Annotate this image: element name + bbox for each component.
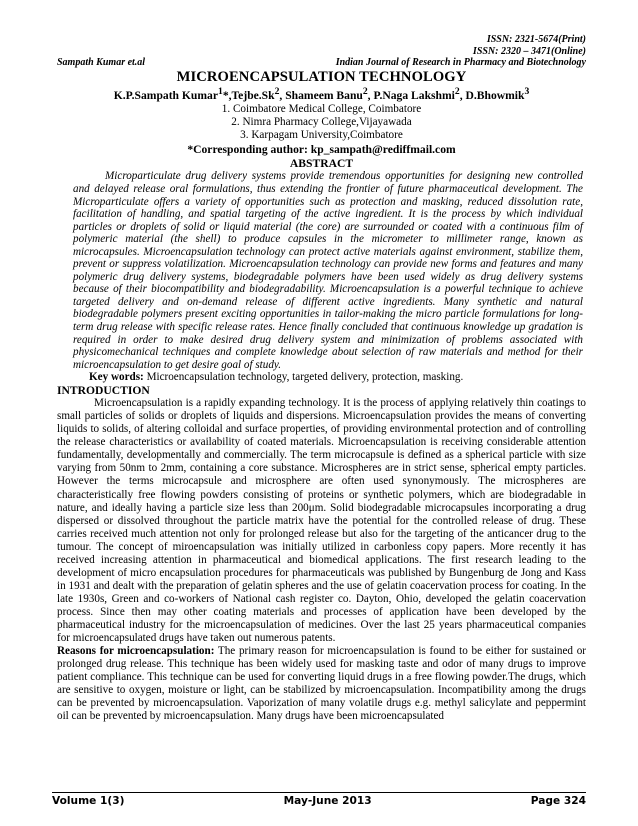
- corresponding-mark: *,: [222, 88, 232, 102]
- abstract-heading: ABSTRACT: [289, 156, 354, 170]
- keywords: [73, 371, 586, 384]
- footer-page: Page 324: [530, 795, 586, 807]
- abstract-text: Microparticulate drug delivery systems provide tremendous opportunities for designing new controlled and delayed release oral formulations, thus extending the frontier of future pharmaceutical development. The Microparticulate offers a variety of opportunities such as protection and masking, reduced dissolution rate, facilitation of handling, and spatial targeting of the active ingredient. It is the process by which individual particles or droplets of solid or liquid material (the core) are surrounded or coated with a continuous film of polymeric material (the shell) to produce capsules in the micrometer to millimeter range, known as microcapsules. Microencapsulation technology can protect active materials against environment, stabilize them, prevent or suppress volatilization. Microencapsulation technology can provide new forms and features and many polymeric drug delivery systems, biodegradable polymers have been used widely as drug delivery systems because of their biocompatibility and biodegradability. Microencapsulation is a powerful technique to achieve targeted delivery and on-demand release of different active ingredients. Many synthetic and natural biodegradable polymers present exciting opportunities in tailor-making the micro particle formulations for long-term drug release with specific release rates. Hence finally concluded that continuous knowledge up gradation is required in order to make desired drug delivery system and minimization of problems associated with physicomechanical techniques and complete knowledge about selection of raw materials and method for their microencapsulation to get desire goal of study.: [73, 170, 583, 371]
- footer-volume: Volume 1(3): [52, 795, 125, 807]
- keywords-label: Key words:: [89, 371, 144, 384]
- page-footer: [52, 792, 586, 808]
- intro-heading: INTRODUCTION: [57, 384, 150, 398]
- corresponding-author: *Corresponding author: kp_sampath@rediffmail.com: [187, 142, 456, 156]
- author-4: , P.Naga Lakshmi: [367, 88, 455, 102]
- author-4-affil: 2: [454, 85, 460, 97]
- reasons-heading: Reasons for microencapsulation:: [57, 645, 215, 658]
- author-3-affil: 2: [362, 85, 368, 97]
- author-2-affil: 2: [274, 85, 280, 97]
- footer-date: May-June 2013: [283, 795, 372, 807]
- running-header: [57, 57, 586, 69]
- author-1-affil: 1: [217, 85, 223, 97]
- running-author: Sampath Kumar et.al: [57, 57, 146, 69]
- affiliation-2: 2. Nimra Pharmacy College,Vijayawada: [231, 116, 412, 129]
- paper-title: MICROENCAPSULATION TECHNOLOGY: [176, 68, 467, 85]
- keywords-text: Microencapsulation technology, targeted delivery, protection, masking.: [143, 371, 464, 384]
- author-list: [57, 85, 586, 103]
- reasons-paragraph: [57, 645, 586, 723]
- author-3: , Shameem Banu: [279, 88, 363, 102]
- issn-print: ISSN: 2321-5674(Print): [486, 34, 586, 45]
- intro-paragraph: Microencapsulation is a rapidly expanding technology. It is the process of applying relatively thin coatings to small particles of solids or droplets of liquids and dispersions. Microencapsulation provides the means of converting liquids to solids, of altering colloidal and surface properties, of providing environmental protection and of controlling the release characteristics or availability of coated materials. Microencapsulation is receiving considerable attention fundamentally, developmentally and commercially. The term microcapsule is defined as a spherical particle with size varying from 50nm to 2mm, containing a core substance. Microspheres are in strict sense, spherical empty particles. However the terms microcapsule and microsphere are often used synonymously. The microspheres are characteristically free flowing powders consisting of proteins or synthetic polymers, which are biodegradable in nature, and ideally having a particle size less than 200μm. Solid biodegradable microcapsules incorporating a drug dispersed or dissolved throughout the particle matrix have the potential for the controlled release of drug. These carries received much attention not only for prolonged release but also for the targeting of the anticancer drug to the tumour. The concept of miroencapsulation was initially utilized in carbonless copy papers. More recently it has received increasing attention in pharmaceutical and biomedical applications. The first research leading to the development of micro encapsulation procedures for pharmaceuticals was published by Bungenburg de Jong and Kass in 1931 and dealt with the preparation of gelatin spheres and the use of gelatin coacervation process for coating. In the late 1930s, Green and co-workers of National cash register co. Dayton, Ohio, developed the gelatin coacervation process. Since then may other coating materials and processes of application have been developed by the pharmaceutical industry for the microencapsulation of medicines. Over the last 25 years pharmaceutical companies for microencapsulated drugs have taken out numerous patents.: [57, 397, 586, 645]
- affiliation-1: 1. Coimbatore Medical College, Coimbatore: [221, 102, 422, 115]
- running-journal: Indian Journal of Research in Pharmacy and Biotechnology: [335, 57, 586, 69]
- author-5-affil: 3: [524, 85, 530, 97]
- reasons-text: The primary reason for microencapsulation is found to be either for sustained or prolonged drug release. This technique has been widely used for masking taste and odor of many drugs to improve patient compliance. This technique can be used for converting liquid drugs in a free flowing powder.The drugs, which are sensitive to oxygen, moisture or light, can be stabilized by microencapsulation. Incompatibility among the drugs can be prevented by microencapsulation. Vaporization of many volatile drugs e.g. methyl salicylate and peppermint oil can be prevented by microencapsulation. Many drugs have been microencapsulated: [57, 645, 586, 723]
- author-2: Tejbe.Sk: [231, 88, 275, 102]
- author-1: K.P.Sampath Kumar: [113, 88, 218, 102]
- issn-online: ISSN: 2320 – 3471(Online): [472, 45, 586, 57]
- affiliation-3: 3. Karpagam University,Coimbatore: [240, 129, 403, 142]
- author-5: , D.Bhowmik: [459, 88, 525, 102]
